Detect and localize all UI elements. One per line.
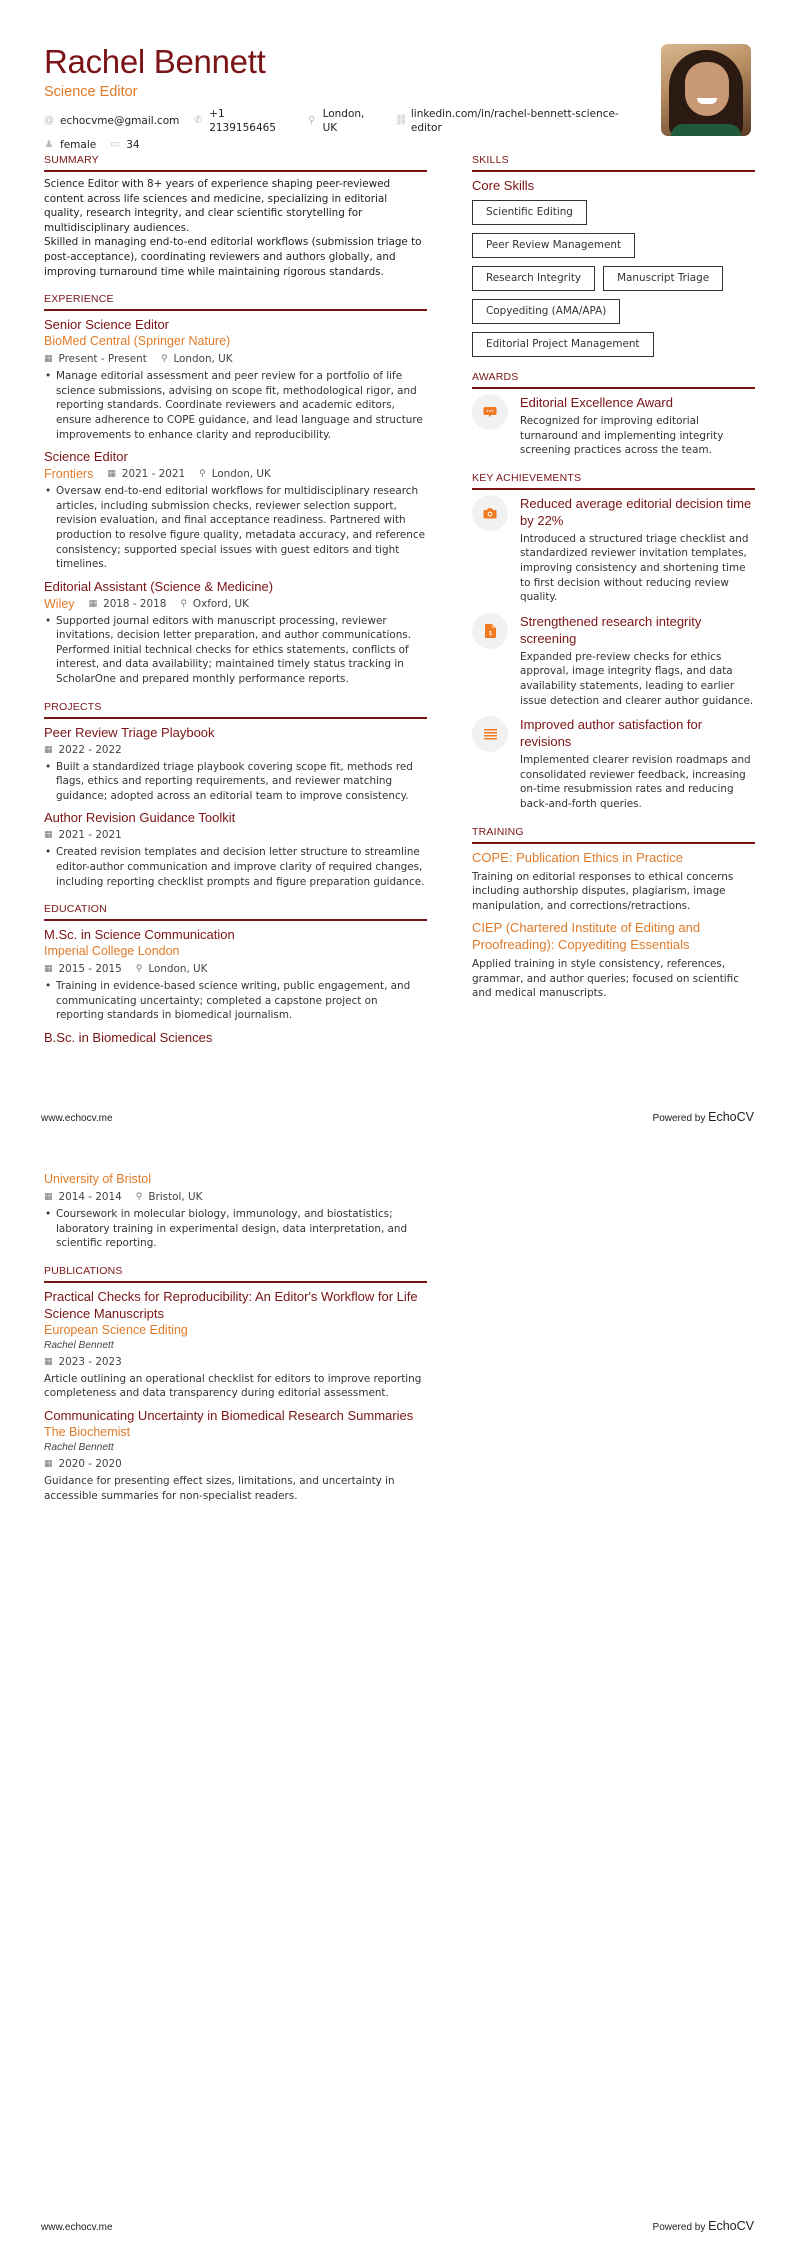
skills-heading: SKILLS — [472, 154, 755, 172]
calendar-icon: ▦ — [44, 964, 53, 975]
training-title: CIEP (Chartered Institute of Editing and Proofreading): Copyediting Essentials — [472, 920, 701, 953]
location-icon: ⚲ — [308, 115, 316, 126]
experience-item — [44, 578, 427, 687]
publication-item — [44, 1407, 427, 1503]
location-pin-icon: ⚲ — [199, 469, 206, 480]
achievements-section — [472, 472, 755, 812]
skills-section — [472, 154, 755, 357]
age-value: 34 — [126, 139, 140, 151]
projects-section — [44, 701, 427, 890]
education-location: London, UK — [148, 963, 208, 976]
linkedin-value: linkedin.com/in/rachel-bennett-science-editor — [410, 108, 619, 134]
employer: BioMed Central (Springer Nature) — [44, 334, 231, 349]
achievement-desc: Expanded pre-review checks for ethics approval, image integrity flags, and data availability statements, leading to earlier issue detection and clearer author guidance. — [520, 650, 754, 707]
project-dates: 2022 - 2022 — [58, 743, 122, 756]
education-item — [44, 926, 427, 1023]
publication-desc: Guidance for presenting effect sizes, limitations, and uncertainty in accessible summaries for non-specialist readers. — [44, 1474, 395, 1502]
left-column — [44, 154, 427, 1060]
resume-page-2 — [0, 1123, 794, 2246]
location-pin-icon: ⚲ — [160, 354, 168, 365]
employer: Frontiers — [44, 467, 94, 482]
publication-dates: 2023 - 2023 — [58, 1355, 122, 1368]
person-icon: ♟ — [44, 139, 54, 150]
achievement-title: Strengthened research integrity screening — [520, 613, 702, 646]
email-value: echocvme@gmail.com — [60, 115, 180, 127]
job-meta — [89, 597, 249, 612]
candidate-title: Science Editor — [44, 84, 138, 100]
job-location: London, UK — [211, 468, 271, 481]
job-dates: 2018 - 2018 — [103, 597, 167, 610]
award-item — [472, 394, 755, 458]
summary-paragraph-1: Science Editor with 8+ years of experience shaping peer-reviewed content across life sciences and medicine, specializing in editorial quality, research integrity, and clear scientific storytelling for multidisciplinary audiences. — [44, 178, 391, 234]
projects-heading: PROJECTS — [44, 701, 427, 719]
degree-title: B.Sc. in Biomedical Sciences — [44, 1030, 213, 1045]
experience-section — [44, 293, 427, 687]
footer-powered-by: Powered by EchoCV — [652, 2219, 754, 2233]
publication-dates: 2020 - 2020 — [58, 1457, 122, 1470]
summary-section — [44, 154, 427, 279]
job-location: London, UK — [173, 353, 233, 366]
contact-row — [44, 107, 644, 135]
list-icon — [472, 716, 508, 752]
page-footer — [41, 2219, 754, 2233]
publications-heading: PUBLICATIONS — [44, 1265, 427, 1283]
summary-heading: SUMMARY — [44, 154, 427, 172]
job-location: Oxford, UK — [192, 597, 249, 610]
summary-paragraph-2: Skilled in managing end-to-end editorial workflows (submission triage to post-acceptance), coordinating reviewers and authors globally, and improving turnaround time while maintaining rigorous standards. — [44, 236, 422, 278]
job-bullet: • Manage editorial assessment and peer review for a portfolio of life science submissions, advising on scope fit, methodological rigor, and reporting standards. Coordinate reviewers and academic editors, ensure adherence to COPE guidance, and lead language and structure improvements to enhance clarity and reproducibility. — [44, 369, 427, 442]
project-dates: 2021 - 2021 — [58, 829, 122, 842]
skill-tags — [472, 200, 755, 357]
right-column — [472, 154, 755, 1015]
calendar-icon: ▦ — [44, 1356, 53, 1367]
awards-section — [472, 371, 755, 458]
calendar-icon: ▦ — [44, 354, 53, 365]
detail-age — [110, 138, 139, 152]
calendar-icon: ▦ — [44, 744, 53, 755]
camera-icon — [472, 495, 508, 531]
publication-venue: The Biochemist — [44, 1424, 131, 1439]
education-bullet: • Coursework in molecular biology, immunology, and biostatistics; laboratory training in experimental design, data interpretation, and scientific reporting. — [44, 1207, 427, 1251]
location-pin-icon: ⚲ — [135, 964, 143, 975]
page-footer — [41, 1110, 754, 1124]
achievement-item — [472, 613, 755, 708]
achievement-item — [472, 495, 755, 605]
skill-tag: Peer Review Management — [472, 233, 635, 258]
contact-location — [307, 107, 381, 135]
job-bullet: • Oversaw end-to-end editorial workflows for multidisciplinary research articles, including submission checks, reviewer selection support, revision evaluation, and final acceptance readiness. Partnered with production to resolve figure quality, metadata accuracy, and reference consistency; supported special issues with guest editors and tight timelines. — [44, 484, 427, 572]
location-pin-icon: ⚲ — [135, 1192, 143, 1202]
footer-brand[interactable]: EchoCV — [708, 2219, 754, 2233]
experience-item — [44, 448, 427, 572]
education-continued — [44, 1171, 427, 1251]
achievement-desc: Introduced a structured triage checklist and standardized reviewer invitation templates, improving consistency and shortening time to first decision without reducing review quality. — [520, 532, 749, 604]
training-heading: TRAINING — [472, 826, 755, 844]
job-title: Editorial Assistant (Science & Medicine) — [44, 578, 274, 594]
project-bullet: • Created revision templates and decision letter structure to streamline editor-author communication and improve clarity of required changes, including reporting checklist prompts and figure preparation guidance. — [44, 845, 427, 889]
at-icon: @ — [44, 115, 54, 126]
institution: University of Bristol — [44, 1172, 151, 1186]
phone-icon: ✆ — [194, 115, 203, 126]
location-value: London, UK — [322, 108, 365, 134]
profile-photo — [661, 44, 751, 136]
calendar-icon: ▦ — [88, 598, 98, 609]
calendar-icon: ▦ — [44, 1192, 53, 1202]
link-icon: ⛓ — [394, 115, 408, 126]
experience-heading: EXPERIENCE — [44, 293, 427, 311]
achievement-title: Improved author satisfaction for revisions — [520, 717, 703, 750]
project-title: Peer Review Triage Playbook — [44, 724, 215, 740]
achievement-title: Reduced average editorial decision time by 22% — [520, 495, 752, 528]
skill-tag: Scientific Editing — [472, 200, 587, 225]
training-section — [472, 826, 755, 1002]
contact-phone[interactable] — [193, 107, 292, 135]
project-item — [44, 724, 427, 804]
education-dates: 2015 - 2015 — [58, 963, 122, 976]
speech-bubble-icon — [472, 394, 508, 430]
document-icon — [472, 613, 508, 649]
achievement-desc: Implemented clearer revision roadmaps and consolidated reviewer feedback, increasing on-time resubmission rates and reducing back-and-forth queries. — [520, 754, 751, 810]
achievement-item — [472, 716, 755, 811]
svg-text:$: $ — [488, 629, 492, 637]
award-desc: Recognized for improving editorial turnaround and implementing integrity screening practices across the team. — [520, 415, 724, 457]
phone-value: +1 2139156465 — [209, 108, 276, 134]
job-dates: 2021 - 2021 — [121, 468, 186, 481]
footer-site-link[interactable]: www.echocv.me — [41, 2222, 113, 2233]
job-meta — [107, 467, 270, 482]
achievements-heading: KEY ACHIEVEMENTS — [472, 472, 755, 490]
education-dates: 2014 - 2014 — [58, 1191, 122, 1203]
training-desc: Training on editorial responses to ethical concerns including authorship disputes, plagiarism, image manipulation, and corrections/retractions. — [472, 870, 734, 912]
job-meta — [44, 352, 427, 367]
education-heading: EDUCATION — [44, 903, 427, 921]
experience-item — [44, 316, 427, 442]
calendar-icon: ▦ — [107, 469, 116, 480]
education-bullet: • Training in evidence-based science writing, public engagement, and communicating uncertainty; completed a capstone project on reporting standards in biomedical journalism. — [44, 979, 427, 1023]
publication-venue: European Science Editing — [44, 1322, 188, 1337]
footer-site-link[interactable]: www.echocv.me — [41, 1113, 113, 1124]
job-bullet: • Supported journal editors with manuscript processing, reviewer invitations, decision letter preparation, and author communications. Performed initial technical checks for ethics statements, conflicts of interest, and data availability; maintained timely status tracking in ScholarOne and prepared monthly performance reports. — [44, 614, 427, 687]
contact-email[interactable] — [44, 114, 179, 128]
calendar-icon: ▦ — [44, 830, 53, 841]
footer-powered-by: Powered by EchoCV — [652, 1110, 754, 1124]
employer: Wiley — [44, 596, 75, 611]
awards-heading: AWARDS — [472, 371, 755, 389]
publication-desc: Article outlining an operational checklist for editors to improve reporting completeness and data transparency during editorial assessment. — [44, 1372, 422, 1400]
job-title: Senior Science Editor — [44, 317, 170, 333]
candidate-name: Rachel Bennett — [44, 43, 266, 80]
calendar-icon: ▭ — [110, 139, 120, 150]
footer-brand[interactable]: EchoCV — [708, 1110, 754, 1124]
award-title: Editorial Excellence Award — [520, 395, 673, 410]
project-item — [44, 809, 427, 889]
skill-tag: Manuscript Triage — [603, 266, 723, 291]
detail-gender — [44, 138, 96, 152]
location-pin-icon: ⚲ — [180, 598, 187, 609]
skill-tag: Copyediting (AMA/APA) — [472, 299, 620, 324]
project-bullet: • Built a standardized triage playbook covering scope fit, methods red flags, ethics and reporting requirements, and reviewer matching guidance; adopted across an editorial team to improve consistency. — [44, 760, 427, 804]
gender-value: female — [60, 139, 97, 151]
skill-tag: Research Integrity — [472, 266, 595, 291]
publication-author: Rachel Bennett — [44, 1339, 114, 1351]
training-title: COPE: Publication Ethics in Practice — [472, 849, 683, 865]
publication-title: Practical Checks for Reproducibility: An Editor's Workflow for Life Science Manuscripts — [44, 1288, 418, 1321]
degree-title: M.Sc. in Science Communication — [44, 927, 235, 943]
job-title: Science Editor — [44, 449, 128, 465]
education-section — [44, 903, 427, 1046]
institution: Imperial College London — [44, 944, 180, 959]
publications-section — [44, 1265, 427, 1503]
left-column-continued — [44, 1171, 427, 1517]
resume-header — [44, 42, 644, 152]
training-desc: Applied training in style consistency, references, grammar, and author queries; focused on scientific and medical manuscripts. — [472, 958, 739, 1000]
publication-author: Rachel Bennett — [44, 1441, 114, 1453]
skill-group-title: Core Skills — [472, 178, 535, 193]
project-title: Author Revision Guidance Toolkit — [44, 810, 236, 826]
contact-linkedin[interactable] — [395, 107, 644, 135]
publication-item — [44, 1288, 427, 1401]
job-dates: Present - Present — [58, 353, 147, 366]
calendar-icon: ▦ — [44, 1458, 53, 1469]
details-row — [44, 138, 644, 152]
skill-tag: Editorial Project Management — [472, 332, 654, 357]
publication-title: Communicating Uncertainty in Biomedical Research Summaries — [44, 1407, 414, 1423]
education-location: Bristol, UK — [148, 1191, 203, 1203]
